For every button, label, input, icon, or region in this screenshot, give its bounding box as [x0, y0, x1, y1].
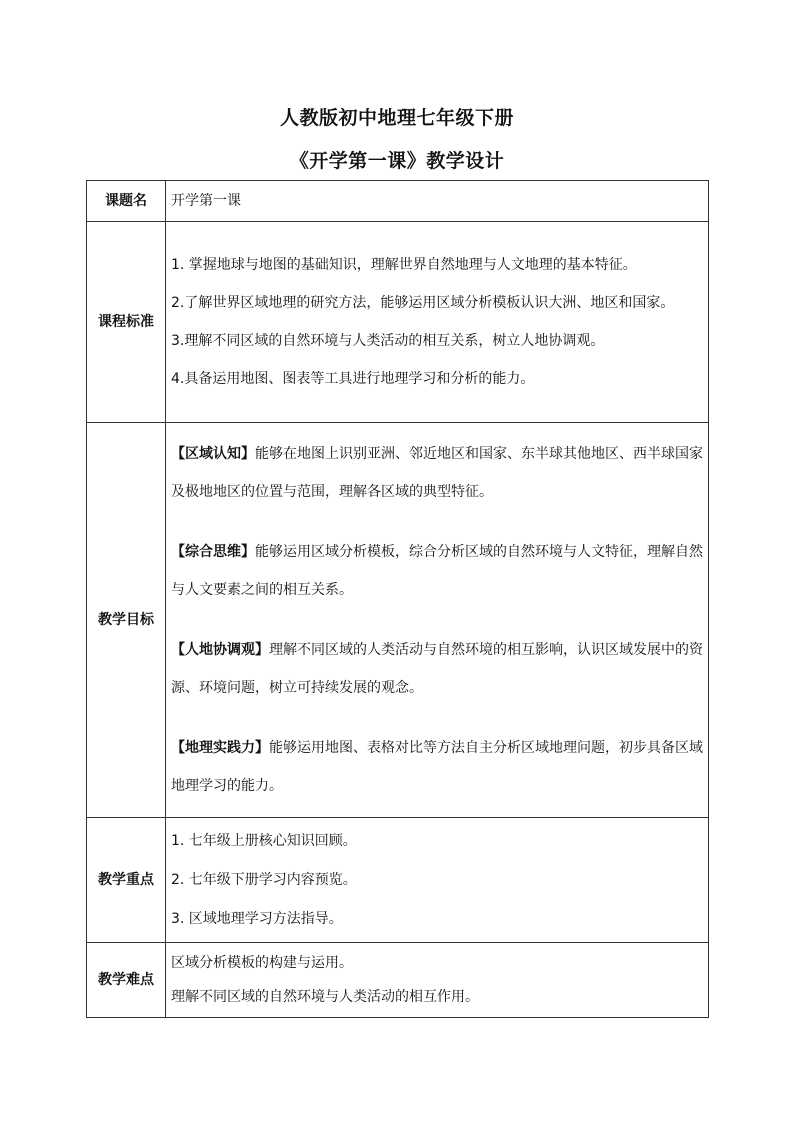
objective-text: 能够在地图上识别亚洲、邻近地区和国家、东半球其他地区、西半球国家及极地地区的位置与范围，理解各区域的典型特征。	[171, 446, 703, 500]
lesson-plan-table	[86, 180, 709, 1018]
objective-item	[171, 631, 703, 707]
key-point-item: 1. 七年级上册核心知识回顾。	[171, 833, 357, 849]
standard-item: 2.了解世界区域地理的研究方法，能够运用区域分析模板认识大洲、地区和国家。	[171, 295, 675, 311]
standard-item: 3.理解不同区域的自然环境与人类活动的相互关系，树立人地协调观。	[171, 333, 605, 349]
row-label-key-points: 教学重点	[87, 818, 166, 943]
row-label-objectives: 教学目标	[87, 423, 166, 818]
objective-text: 理解不同区域的人类活动与自然环境的相互影响，认识区域发展中的资源、环境问题，树立可持续发展的观念。	[171, 642, 703, 696]
key-point-item: 2. 七年级下册学习内容预览。	[171, 872, 357, 888]
table-row-standard	[87, 222, 709, 423]
row-label-topic: 课题名	[87, 181, 166, 222]
key-points-cell	[166, 818, 709, 943]
objective-text: 能够运用地图、表格对比等方法自主分析区域地理问题，初步具备区域地理学习的能力。	[171, 740, 703, 794]
objective-item	[171, 435, 703, 511]
key-point-item: 3. 区域地理学习方法指导。	[171, 911, 343, 927]
difficulty-item: 区域分析模板的构建与运用。	[171, 955, 353, 971]
standard-item: 1. 掌握地球与地图的基础知识，理解世界自然地理与人文地理的基本特征。	[171, 257, 637, 273]
standard-cell	[166, 222, 709, 423]
table-row-key-points	[87, 818, 709, 943]
difficulties-cell	[166, 943, 709, 1018]
document-subtitle: 《开学第一课》教学设计	[289, 150, 505, 172]
difficulty-item: 理解不同区域的自然环境与人类活动的相互作用。	[171, 989, 479, 1005]
row-label-difficulties: 教学难点	[87, 943, 166, 1018]
document-title: 人教版初中地理七年级下册	[279, 107, 514, 129]
table-row-objectives	[87, 423, 709, 818]
objectives-cell	[166, 423, 709, 818]
objective-tag: 【综合思维】	[171, 544, 255, 560]
table-row-topic	[87, 181, 709, 222]
objective-tag: 【人地协调观】	[171, 642, 269, 658]
table-row-difficulties	[87, 943, 709, 1018]
objective-tag: 【地理实践力】	[171, 740, 269, 756]
objective-item	[171, 533, 703, 609]
topic-value: 开学第一课	[166, 181, 709, 222]
standard-item: 4.具备运用地图、图表等工具进行地理学习和分析的能力。	[171, 371, 535, 387]
objective-text: 能够运用区域分析模板，综合分析区域的自然环境与人文特征，理解自然与人文要素之间的相互关系。	[171, 544, 703, 598]
objective-item	[171, 729, 703, 805]
objective-tag: 【区域认知】	[171, 446, 255, 462]
row-label-standard: 课程标准	[87, 222, 166, 423]
